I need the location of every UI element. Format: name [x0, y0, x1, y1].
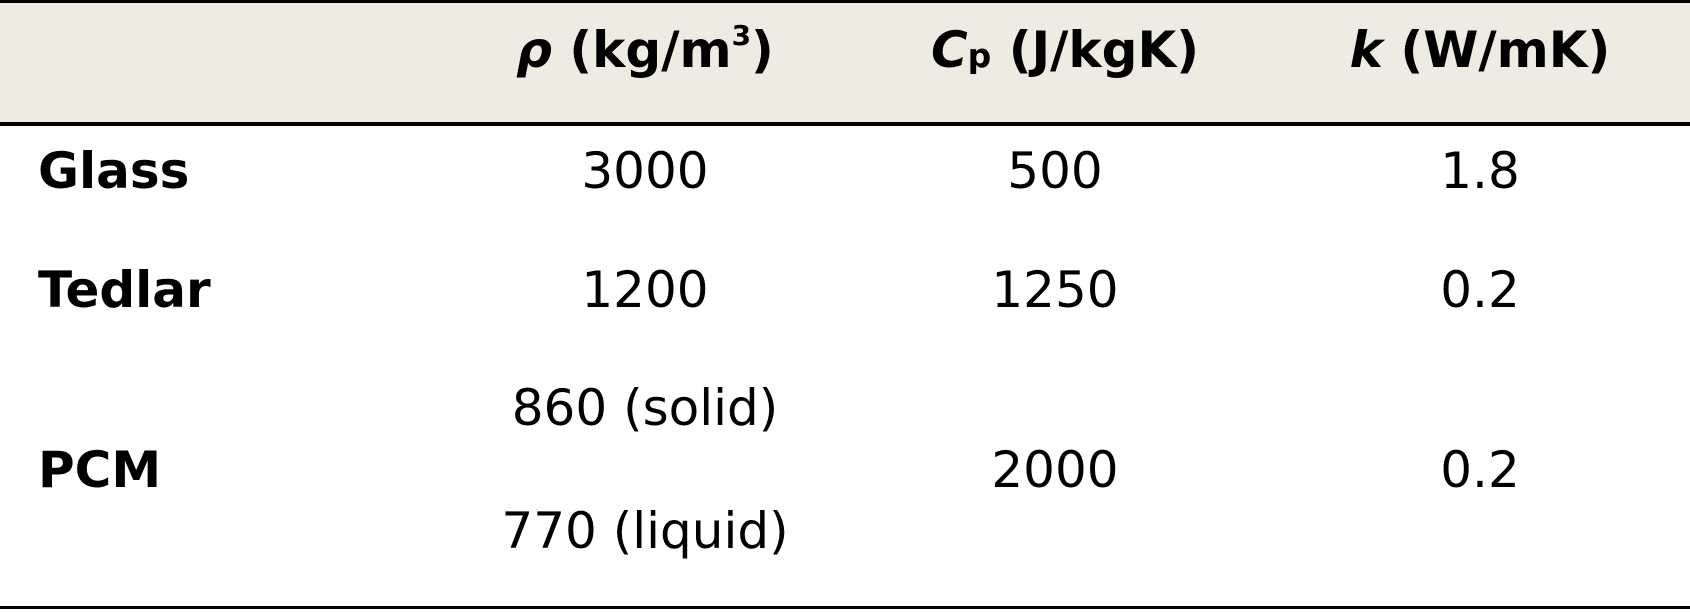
glass-conductivity: 1.8: [1440, 142, 1520, 200]
glass-density: 3000: [581, 142, 709, 200]
density-unit-suffix: ): [751, 21, 774, 79]
header-conductivity: [1255, 18, 1690, 82]
pcm-conductivity: 0.2: [1440, 441, 1520, 499]
pcm-density-liquid: 770 (liquid): [501, 502, 789, 560]
tedlar-specific-heat: 1250: [991, 261, 1119, 319]
density-unit-prefix: (kg/m: [551, 21, 732, 79]
specific-heat-subscript: p: [967, 36, 992, 75]
row-label-tedlar: Tedlar: [38, 261, 211, 319]
pcm-specific-heat: 2000: [991, 441, 1119, 499]
row-label-glass: Glass: [38, 142, 190, 200]
header-specific-heat: [840, 18, 1290, 82]
tedlar-conductivity: 0.2: [1440, 261, 1520, 319]
conductivity-unit: (W/mK): [1382, 21, 1611, 79]
header-rule: [0, 122, 1690, 126]
conductivity-symbol: k: [1349, 21, 1383, 79]
density-symbol: ρ: [516, 21, 552, 79]
specific-heat-unit: (J/kgK): [991, 21, 1200, 79]
bottom-rule: [0, 606, 1690, 609]
glass-specific-heat: 500: [1007, 142, 1103, 200]
tedlar-density: 1200: [581, 261, 709, 319]
row-label-pcm: PCM: [38, 441, 162, 499]
density-unit-exponent: 3: [731, 19, 752, 53]
specific-heat-symbol: C: [930, 21, 968, 79]
header-density: [420, 18, 870, 82]
pcm-density-solid: 860 (solid): [511, 379, 779, 437]
